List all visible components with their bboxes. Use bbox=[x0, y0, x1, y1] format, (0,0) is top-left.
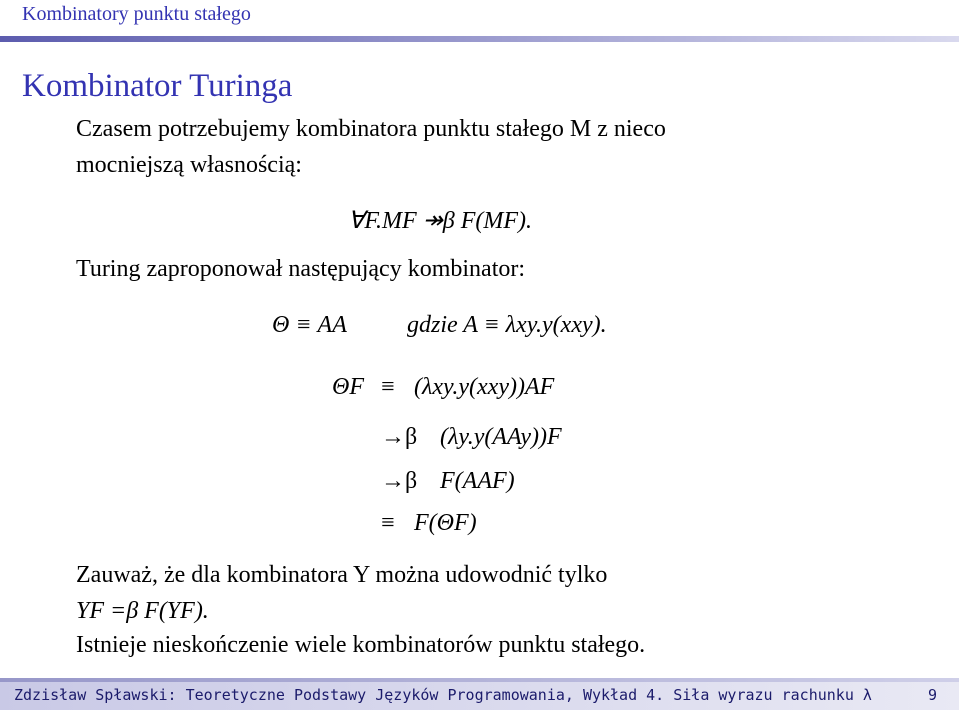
derivation-step-3: F(AAF) bbox=[440, 468, 515, 494]
section-title[interactable]: Kombinatory punktu stałego bbox=[22, 3, 251, 25]
derivation-relation-1: ≡ bbox=[381, 374, 395, 400]
formula-a-definition: gdzie A ≡ λxy.y(xxy). bbox=[407, 312, 607, 338]
paragraph-2: Turing zaproponował następujący kombinator: bbox=[76, 256, 526, 282]
derivation-lhs: ΘF bbox=[332, 374, 364, 400]
paragraph-4: Istnieje nieskończenie wiele kombinatorów punktu stałego. bbox=[76, 632, 646, 658]
derivation-step-2: (λy.y(AAy))F bbox=[440, 424, 562, 450]
footer-citation: Zdzisław Spławski: Teoretyczne Podstawy Języków Programowania, Wykład 4. Siła wyrazu rachunku λ bbox=[14, 686, 872, 704]
paragraph-3-line-1: Zauważ, że dla kombinatora Y można udowodnić tylko bbox=[76, 562, 608, 588]
derivation-relation-4: ≡ bbox=[381, 510, 395, 536]
formula-theta-definition: Θ ≡ AA bbox=[272, 312, 347, 338]
derivation-step-1: (λxy.y(xxy))AF bbox=[414, 374, 555, 400]
formula-fixed-point: ∀F.MF ↠β F(MF). bbox=[348, 208, 532, 234]
paragraph-1-line-2: mocniejszą własnością: bbox=[76, 152, 302, 178]
page-number: 9 bbox=[927, 686, 937, 704]
frame-title: Kombinator Turinga bbox=[22, 68, 293, 104]
paragraph-3-line-2: YF =β F(YF). bbox=[76, 598, 209, 624]
footer-divider bbox=[0, 678, 959, 682]
paragraph-1-line-1: Czasem potrzebujemy kombinatora punktu stałego M z nieco bbox=[76, 116, 666, 142]
header bbox=[0, 0, 959, 40]
header-bar bbox=[0, 36, 959, 42]
derivation-relation-2: →β bbox=[381, 424, 418, 450]
derivation-step-4: F(ΘF) bbox=[414, 510, 477, 536]
derivation-relation-3: →β bbox=[381, 468, 418, 494]
